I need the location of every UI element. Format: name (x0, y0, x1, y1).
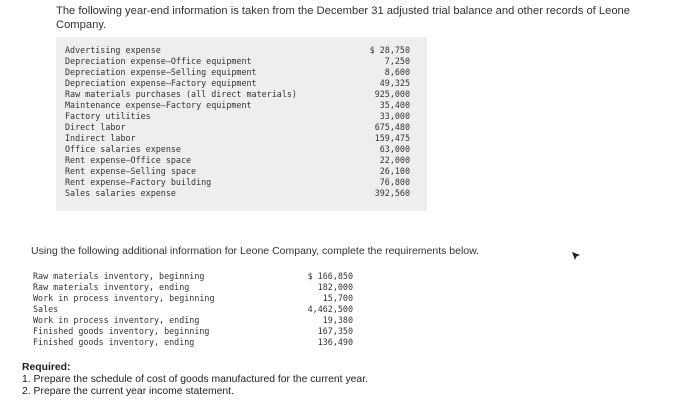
requirement-item: 1. Prepare the schedule of cost of goods manufactured for the current year. (22, 374, 368, 386)
row-value: 392,560 (374, 188, 410, 198)
trial-balance-row (56, 144, 427, 154)
additional-info-row (33, 304, 353, 314)
required-section (22, 362, 662, 399)
required-heading: Required: (22, 362, 71, 373)
additional-info-row (33, 293, 353, 303)
trial-balance-row (56, 166, 427, 176)
row-label: Raw materials inventory, beginning (33, 271, 205, 281)
mouse-pointer-icon (571, 251, 581, 261)
row-label: Finished goods inventory, beginning (33, 326, 210, 336)
row-label: Rent expense—Factory building (65, 177, 212, 187)
additional-info-row (33, 326, 353, 336)
requirement-item: 2. Prepare the current year income statement. (22, 386, 234, 398)
row-label: Factory utilities (65, 111, 151, 121)
additional-info-table (33, 271, 353, 351)
row-value: 33,000 (379, 111, 410, 121)
additional-info-row (33, 315, 353, 325)
row-label: Sales salaries expense (65, 188, 176, 198)
trial-balance-row (56, 45, 427, 55)
row-value: 22,000 (379, 155, 410, 165)
row-value: 167,350 (317, 326, 353, 336)
row-value: 7,250 (384, 56, 410, 66)
row-label: Rent expense—Office space (65, 155, 192, 165)
row-label: Indirect labor (65, 133, 136, 143)
instructions-text: Using the following additional information for Leone Company, complete the requirements below. (31, 245, 480, 257)
trial-balance-row (56, 133, 427, 143)
row-value: 19,380 (322, 315, 353, 325)
trial-balance-row (56, 78, 427, 88)
row-value: 4,462,500 (307, 304, 353, 314)
row-value: 76,800 (379, 177, 410, 187)
row-label: Rent expense—Selling space (65, 166, 197, 176)
trial-balance-row (56, 111, 427, 121)
intro-text: The following year-end information is taken from the December 31 adjusted trial balance and other records of Leone Company. (56, 5, 630, 31)
trial-balance-row (56, 89, 427, 99)
trial-balance-row (56, 122, 427, 132)
trial-balance-panel (56, 37, 427, 211)
trial-balance-row (56, 67, 427, 77)
row-value: 35,400 (379, 100, 410, 110)
row-label: Sales (33, 304, 59, 314)
trial-balance-row (56, 188, 427, 198)
row-label: Depreciation expense—Selling equipment (65, 67, 257, 77)
row-value: 49,325 (379, 78, 410, 88)
row-label: Advertising expense (65, 45, 161, 55)
row-label: Direct labor (65, 122, 126, 132)
row-label: Depreciation expense—Factory equipment (65, 78, 257, 88)
row-value: 136,490 (317, 337, 353, 347)
row-value: 675,480 (374, 122, 410, 132)
row-label: Finished goods inventory, ending (33, 337, 195, 347)
trial-balance-row (56, 155, 427, 165)
row-value: $ 28,750 (369, 45, 410, 55)
row-label: Raw materials inventory, ending (33, 282, 190, 292)
additional-info-row (33, 282, 353, 292)
row-value: 15,700 (322, 293, 353, 303)
additional-info-row (33, 271, 353, 281)
row-label: Work in process inventory, beginning (33, 293, 215, 303)
row-value: 182,000 (317, 282, 353, 292)
row-value: 159,475 (374, 133, 410, 143)
row-label: Maintenance expense—Factory equipment (65, 100, 252, 110)
trial-balance-row (56, 100, 427, 110)
row-value: $ 166,850 (307, 271, 353, 281)
row-label: Raw materials purchases (all direct materials) (65, 89, 297, 99)
row-label: Office salaries expense (65, 144, 181, 154)
row-value: 63,000 (379, 144, 410, 154)
row-label: Work in process inventory, ending (33, 315, 200, 325)
row-value: 925,000 (374, 89, 410, 99)
row-value: 8,600 (384, 67, 410, 77)
additional-info-row (33, 337, 353, 347)
trial-balance-row (56, 56, 427, 66)
trial-balance-row (56, 177, 427, 187)
row-label: Depreciation expense—Office equipment (65, 56, 252, 66)
row-value: 26,100 (379, 166, 410, 176)
